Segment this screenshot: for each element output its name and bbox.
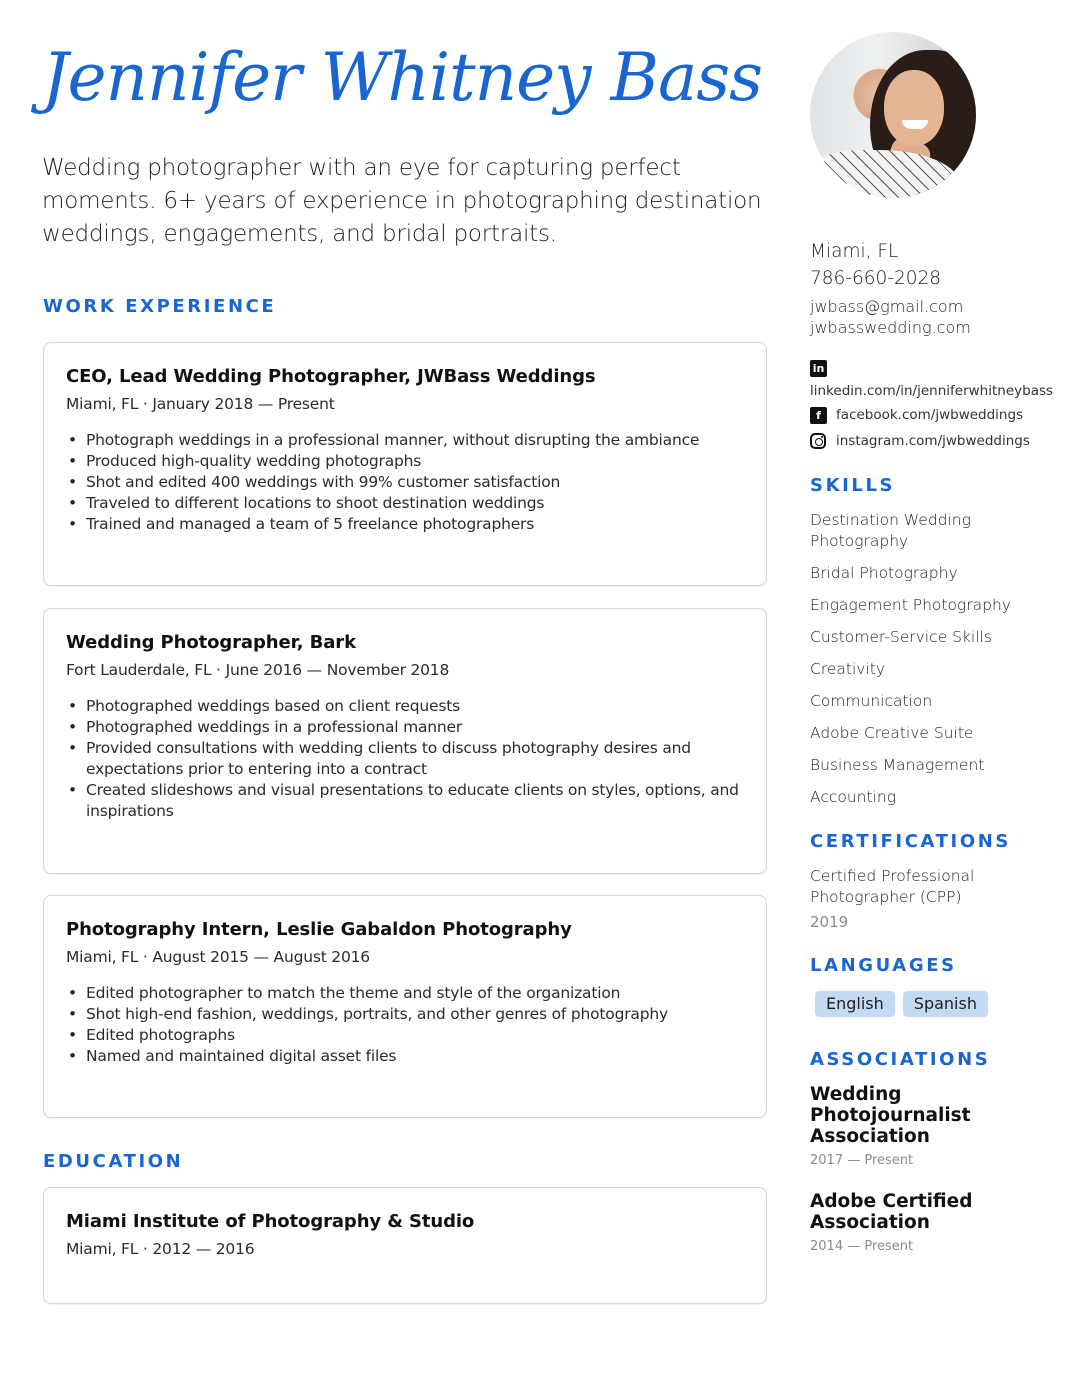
contact-phone[interactable]: 786-660-2028 xyxy=(810,268,942,289)
job-bullet: • Named and maintained digital asset files xyxy=(66,1046,744,1067)
job-title: CEO, Lead Wedding Photographer, JWBass Weddings xyxy=(66,366,596,387)
section-title-certifications: CERTIFICATIONS xyxy=(810,831,1011,852)
certification-item xyxy=(810,866,1010,931)
association-dates: 2017 — Present xyxy=(810,1153,914,1168)
association-name: Wedding Photojournalist Association xyxy=(810,1084,971,1147)
skill-item: Communication xyxy=(810,692,933,710)
skill-item: Customer-Service Skills xyxy=(810,628,992,646)
section-title-associations: ASSOCIATIONS xyxy=(810,1049,991,1070)
instagram-icon xyxy=(810,433,826,449)
job-bullet: • Traveled to different locations to shoot destination weddings xyxy=(66,493,744,514)
job-bullet: • Photograph weddings in a professional manner, without disrupting the ambiance xyxy=(66,430,744,451)
job-bullet: • Shot and edited 400 weddings with 99% customer satisfaction xyxy=(66,472,744,493)
skill-item: Bridal Photography xyxy=(810,564,958,582)
job-bullet: • Edited photographs xyxy=(66,1025,744,1046)
job-bullet: • Shot high-end fashion, weddings, portraits, and other genres of photography xyxy=(66,1004,744,1025)
language-chip: English xyxy=(815,991,895,1017)
job-bullets xyxy=(66,696,744,822)
job-bullet: • Edited photographer to match the theme and style of the organization xyxy=(66,983,744,1004)
facebook-icon: f xyxy=(810,407,827,424)
job-title: Wedding Photographer, Bark xyxy=(66,632,356,653)
social-links xyxy=(810,358,1070,450)
association-item xyxy=(810,1191,1000,1254)
skills-list xyxy=(810,510,1040,819)
linkedin-link[interactable]: linkedin.com/in/jenniferwhitneybass xyxy=(810,383,1054,399)
job-bullet: • Provided consultations with wedding clients to discuss photography desires and expectations prior to entering into a contract xyxy=(66,738,744,780)
job-title: Photography Intern, Leslie Gabaldon Photography xyxy=(66,919,572,940)
association-dates: 2014 — Present xyxy=(810,1239,914,1254)
instagram-link[interactable]: instagram.com/jwbweddings xyxy=(836,433,1030,449)
association-item xyxy=(810,1084,1000,1168)
job-bullet: • Produced high-quality wedding photographs xyxy=(66,451,744,472)
skill-item: Business Management xyxy=(810,756,985,774)
education-meta: Miami, FL · 2012 — 2016 xyxy=(66,1240,255,1258)
section-title-work-experience: WORK EXPERIENCE xyxy=(43,296,277,317)
profile-summary: Wedding photographer with an eye for capturing perfect moments. 6+ years of experience in photographing destination weddings, engagements, and bridal portraits. xyxy=(42,155,762,247)
job-card xyxy=(43,342,767,586)
job-meta: Miami, FL · January 2018 — Present xyxy=(66,395,335,413)
job-card xyxy=(43,608,767,874)
facebook-link[interactable]: facebook.com/jwbweddings xyxy=(836,407,1024,423)
languages-list xyxy=(815,991,994,1017)
skill-item: Destination Wedding Photography xyxy=(810,511,971,550)
job-bullet: • Created slideshows and visual presentations to educate clients on styles, options, and inspirations xyxy=(66,780,744,822)
job-card xyxy=(43,895,767,1118)
education-card xyxy=(43,1187,767,1304)
candidate-name: Jennifer Whitney Bass xyxy=(42,39,763,116)
profile-photo xyxy=(810,32,976,198)
linkedin-icon: in xyxy=(810,360,827,377)
association-name: Adobe Certified Association xyxy=(810,1191,973,1233)
school-name: Miami Institute of Photography & Studio xyxy=(66,1211,475,1232)
skill-item: Creativity xyxy=(810,660,886,678)
job-bullets xyxy=(66,983,744,1067)
job-meta: Fort Lauderdale, FL · June 2016 — November 2018 xyxy=(66,661,450,679)
job-meta: Miami, FL · August 2015 — August 2016 xyxy=(66,948,370,966)
certification-year: 2019 xyxy=(810,913,849,931)
job-bullets xyxy=(66,430,744,535)
contact-email[interactable]: jwbass@gmail.com xyxy=(810,297,964,316)
skill-item: Adobe Creative Suite xyxy=(810,724,974,742)
job-bullet: • Photographed weddings based on client requests xyxy=(66,696,744,717)
contact-website[interactable]: jwbasswedding.com xyxy=(810,318,971,337)
skill-item: Engagement Photography xyxy=(810,596,1011,614)
language-chip: Spanish xyxy=(903,991,988,1017)
certification-name: Certified Professional Photographer (CPP) xyxy=(810,867,975,906)
photo-face xyxy=(884,70,944,146)
job-bullet: • Photographed weddings in a professional manner xyxy=(66,717,744,738)
section-title-skills: SKILLS xyxy=(810,475,896,496)
job-bullet: • Trained and managed a team of 5 freelance photographers xyxy=(66,514,744,535)
contact-location: Miami, FL xyxy=(810,241,899,262)
contact-block xyxy=(810,238,971,338)
section-title-languages: LANGUAGES xyxy=(810,955,957,976)
section-title-education: EDUCATION xyxy=(43,1151,184,1172)
skill-item: Accounting xyxy=(810,788,897,806)
